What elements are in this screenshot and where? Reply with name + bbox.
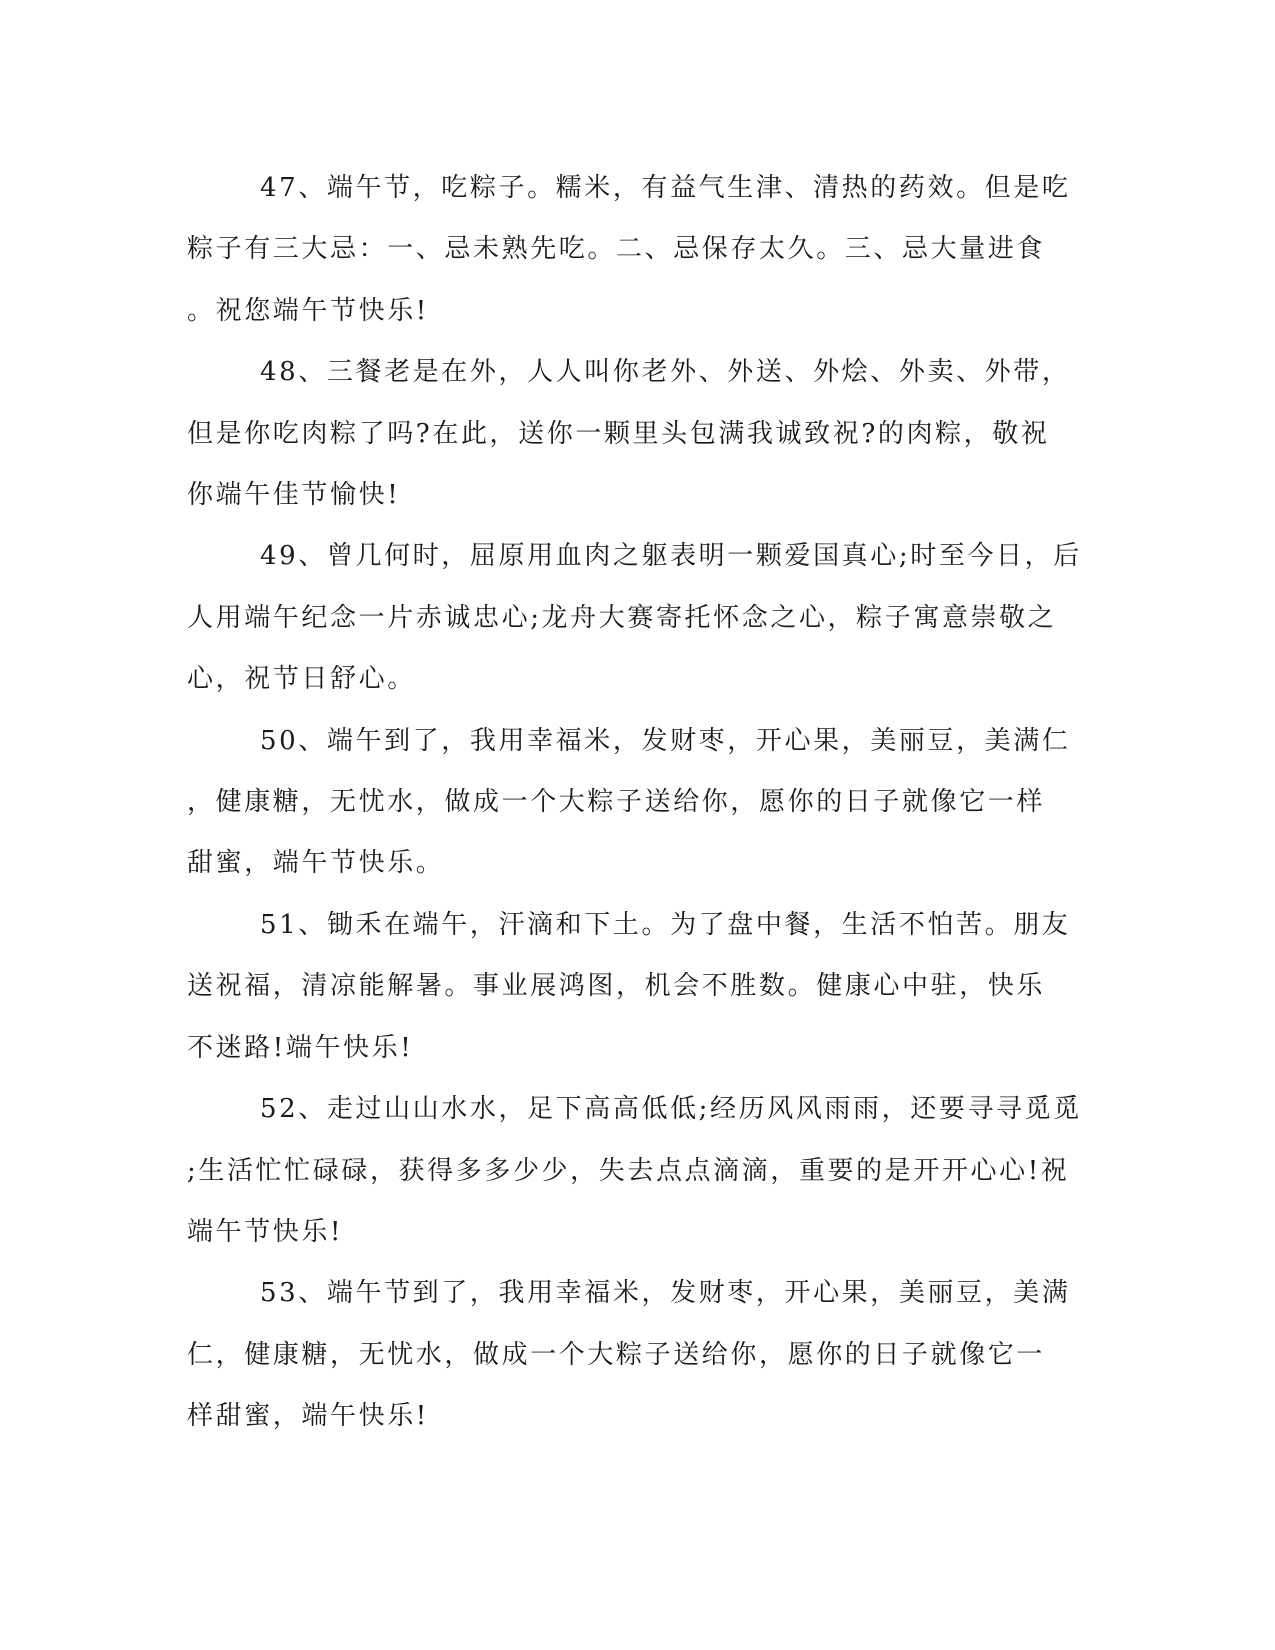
paragraph-47 [187, 158, 1077, 342]
paragraph-line: 心，祝节日舒心。 [187, 664, 416, 695]
document-body [187, 158, 1082, 1448]
paragraph-48 [187, 342, 1077, 526]
paragraph-51 [187, 895, 1077, 1079]
paragraph-line: 端午节快乐! [187, 1216, 344, 1247]
paragraph-50 [187, 711, 1077, 895]
paragraph-line: 49、曾几何时，屈原用血肉之躯表明一颗爱国真心;时至今日，后 [260, 541, 1082, 572]
paragraph-line: 52、走过山山水水，足下高高低低;经历风风雨雨，还要寻寻觅觅 [260, 1094, 1082, 1125]
paragraph-line: 51、锄禾在端午，汗滴和下土。为了盘中餐，生活不怕苦。朋友 [260, 909, 1071, 940]
paragraph-line: 48、三餐老是在外，人人叫你老外、外送、外烩、外卖、外带， [260, 357, 1071, 388]
paragraph-line: 。祝您端午节快乐! [187, 295, 429, 326]
paragraph-line: 人用端午纪念一片赤诚忠心;龙舟大赛寄托怀念之心，粽子寓意崇敬之 [187, 602, 1057, 633]
paragraph-line: 50、端午到了，我用幸福米，发财枣，开心果，美丽豆，美满仁 [260, 725, 1071, 756]
paragraph-line: 53、端午节到了，我用幸福米，发财枣，开心果，美丽豆，美满 [260, 1278, 1071, 1309]
paragraph-line: 但是你吃肉粽了吗?在此，送你一颗里头包满我诚致祝?的肉粽，敬祝 [187, 418, 1050, 449]
paragraph-line: 样甜蜜，端午快乐! [187, 1401, 429, 1432]
paragraph-53 [187, 1263, 1077, 1447]
paragraph-line: 仁，健康糖，无忧水，做成一个大粽子送给你，愿你的日子就像它一 [187, 1339, 1046, 1370]
paragraph-line: ;生活忙忙碌碌，获得多多少少，失去点点滴滴，重要的是开开心心!祝 [187, 1155, 1070, 1186]
paragraph-line: 送祝福，清凉能解暑。事业展鸿图，机会不胜数。健康心中驻，快乐 [187, 971, 1046, 1002]
paragraph-line: 甜蜜，端午节快乐。 [187, 848, 445, 879]
paragraph-line: 你端午佳节愉快! [187, 480, 401, 511]
paragraph-line: ，健康糖，无忧水，做成一个大粽子送给你，愿你的日子就像它一样 [187, 787, 1046, 818]
paragraph-49 [187, 526, 1082, 710]
paragraph-line: 粽子有三大忌：一、忌未熟先吃。二、忌保存太久。三、忌大量进食 [187, 234, 1046, 265]
paragraph-52 [187, 1079, 1082, 1263]
paragraph-line: 不迷路!端午快乐! [187, 1032, 414, 1063]
paragraph-line: 47、端午节，吃粽子。糯米，有益气生津、清热的药效。但是吃 [260, 173, 1071, 203]
